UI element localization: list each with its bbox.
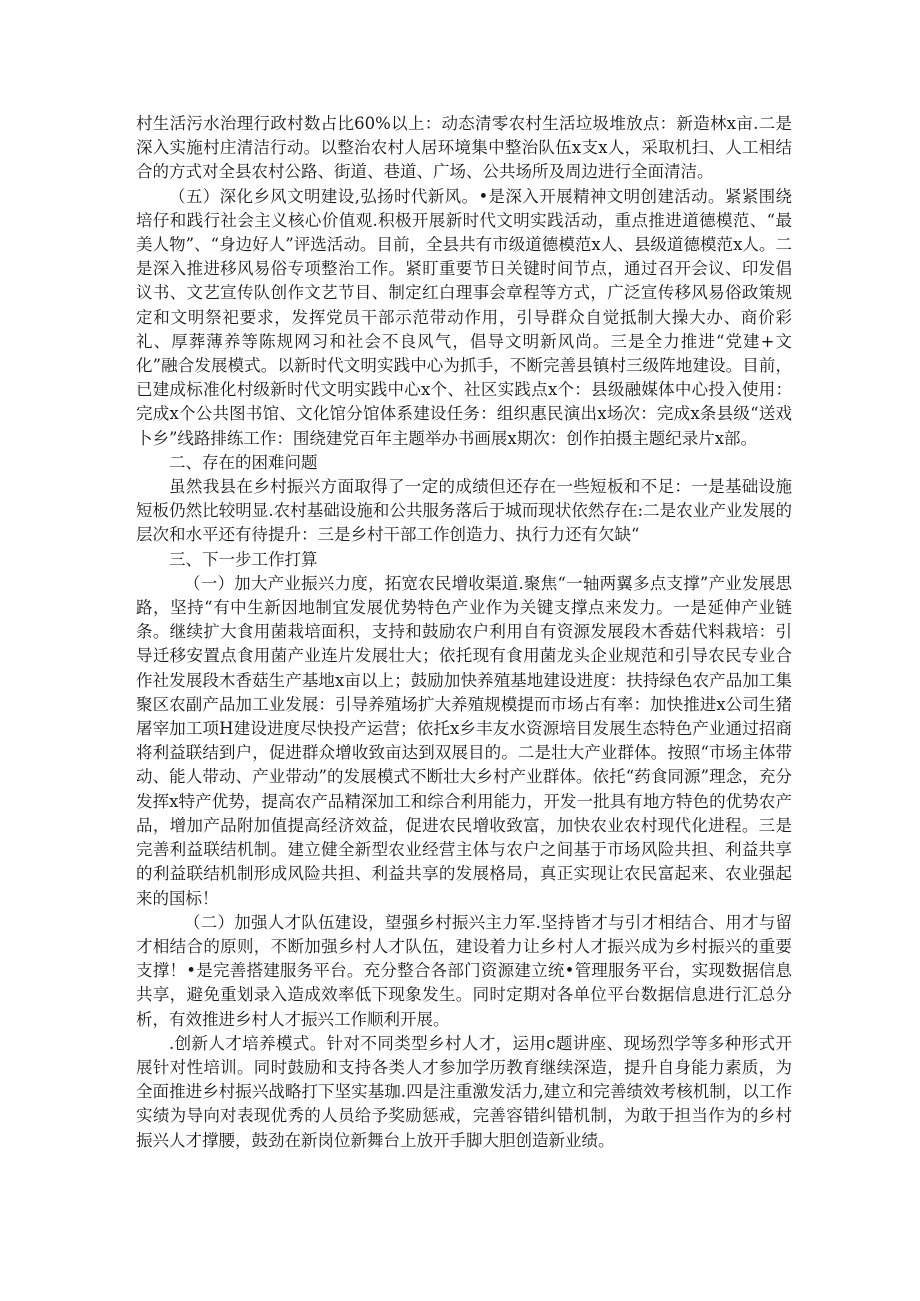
paragraph-industry: （一）加大产业振兴力度，拓宽农民增收渠道.聚焦“一轴两翼多点支撑”产业发展思路，坚持“有中生新因地制宜发展优势特色产业作为关键支撑点来发力。一是延伸产业链条。继续扩大食用菌栽培面积，支持和鼓励农户利用自有资源发展段木香菇代料栽培：引导迁移安置点食用菌产业连片发展壮大；依托现有食用菌龙头企业规范和引导农民专业合作社发展段木香菇生产基地x亩以上；鼓励加快养殖基地建设进度：扶持绿色农产品加工集聚区农副产品加工业发展：引导养殖场扩大养殖规模提而市场占有率：加快推进x公司生猪屠宰加工项H建设进度尽快投产运营；依托x乡丰友水资源培目发展生态特色产业通过招商将利益联结到户，促进群众增收致亩达到双展目的。二是壮大产业群体。按照“市场主体带动、能人带动、产业带动”的发展模式不断壮大乡村产业群体。依托“药食同源”理念，充分发挥x特产优势，提高农产品精深加工和综合利用能力，开发一批具有地方特色的优势农产品，增加产品附加值提高经济效益，促进农民增收致富，加快农业农村现代化进程。三是完善利益联结机制。建立健全新型农业经营主体与农户之间基于市场风险共担、利益共享的利益联结机制形成风险共担、利益共享的发展格局，真正实现让农民富起来、农业强起来的国标！ [136, 573, 792, 908]
paragraph-talent: （二）加强人才队伍建设，望强乡村振兴主力军.坚持皆才与引才相结合、用才与留才相结合的原则，不断加强乡村人才队伍，建设着力让乡村人才振兴成为乡村振兴的重要支撑！•是完善搭建服务平台。充分整合各部门资源建立统•管理服务平台，实现数据信息共享，避免重划录入造成效率低下现象发生。同时定期对各单位平台数据信息进行汇总分析，有效推进乡村人才振兴工作顺利开展。 [136, 912, 792, 1029]
document-body [136, 112, 792, 1153]
paragraph-training: .创新人才培养模式。针对不同类型乡村人才，运用c题讲座、现场烈学等多种形式开展针对性培训。同时鼓励和支持各类人才参加学历教育继续深造，提升自身能力素质，为全面推进乡村振兴战略打下坚实基珈.四是注重激发活力,建立和完善绩效考核机制，以工作实绩为导向对表现优秀的人员给予奖励惩戒，完善容错纠错机制，为敢于担当作为的乡村振兴人才撑腰，鼓劲在新岗位新舞台上放开手脚大胆创造新业绩。 [136, 1033, 792, 1150]
paragraph-problems: 虽然我县在乡村振兴方面取得了一定的成绩但还存在一些短板和不足：一是基础设施短板仍然比较明显.农村基础设施和公共服务落后于城而现状依然存在:二是农业产业发展的层次和水平还有待提升：三是乡村干部工作创造力、执行力还有欠缺“ [136, 477, 792, 545]
section-heading-problems: 二、存在的困难问题 [169, 452, 318, 472]
section-heading-next-steps: 三、下一步工作打算 [169, 549, 318, 569]
paragraph-rural-sanitation: 村生活污水治理行政村数占比60%以上：动态清零农村生活垃圾堆放点：新造林x亩.二是深入实施村庄清洁行动。以整治农村人居环境集中整治队伍x支x人，采取机扫、人工相结合的方式对全县农村公路、街道、巷道、广场、公共场所及周边进行全面清洁。 [136, 114, 792, 182]
paragraph-civilization: （五）深化乡风文明建设,弘扬时代新风。•是深入开展精神文明创建活动。紧紧围绕培仔和践行社会主义核心价值观.积极开展新时代文明实践活动，重点推进道德模范、“最美人物”、“身边好人”评选活动。目前，全县共有市级道德模范x人、县级道德模范x人。二是深入推进移风易俗专项整治工作。紧盯重要节日关键时间节点，通过召开会议、印发倡议书、文艺宣传队创作文艺节目、制定红白理事会章程等方式，广泛宣传移风易俗政策规定和文明祭祀要求，发挥党员干部示范带动作用，引导群众自觉抵制大操大办、商价彩礼、厚葬薄养等陈规网习和社会不良风气，倡导文明新风尚。三是全力推进“党建+文化”融合发展模式。以新时代文明实践中心为抓手，不断完善县镇村三级阵地建设。目前，已建成标准化村级新时代文明实践中心x个、社区实践点x个：县级融媒体中心投入使用：完成x个公共图书馆、文化馆分馆体系建设任务：组织惠民演出x场次：完成x条县级“送戏卜乡”线路排练工作：围绕建党百年主题举办书画展x期次：创作拍摄主题纪录片x部。 [136, 186, 792, 448]
